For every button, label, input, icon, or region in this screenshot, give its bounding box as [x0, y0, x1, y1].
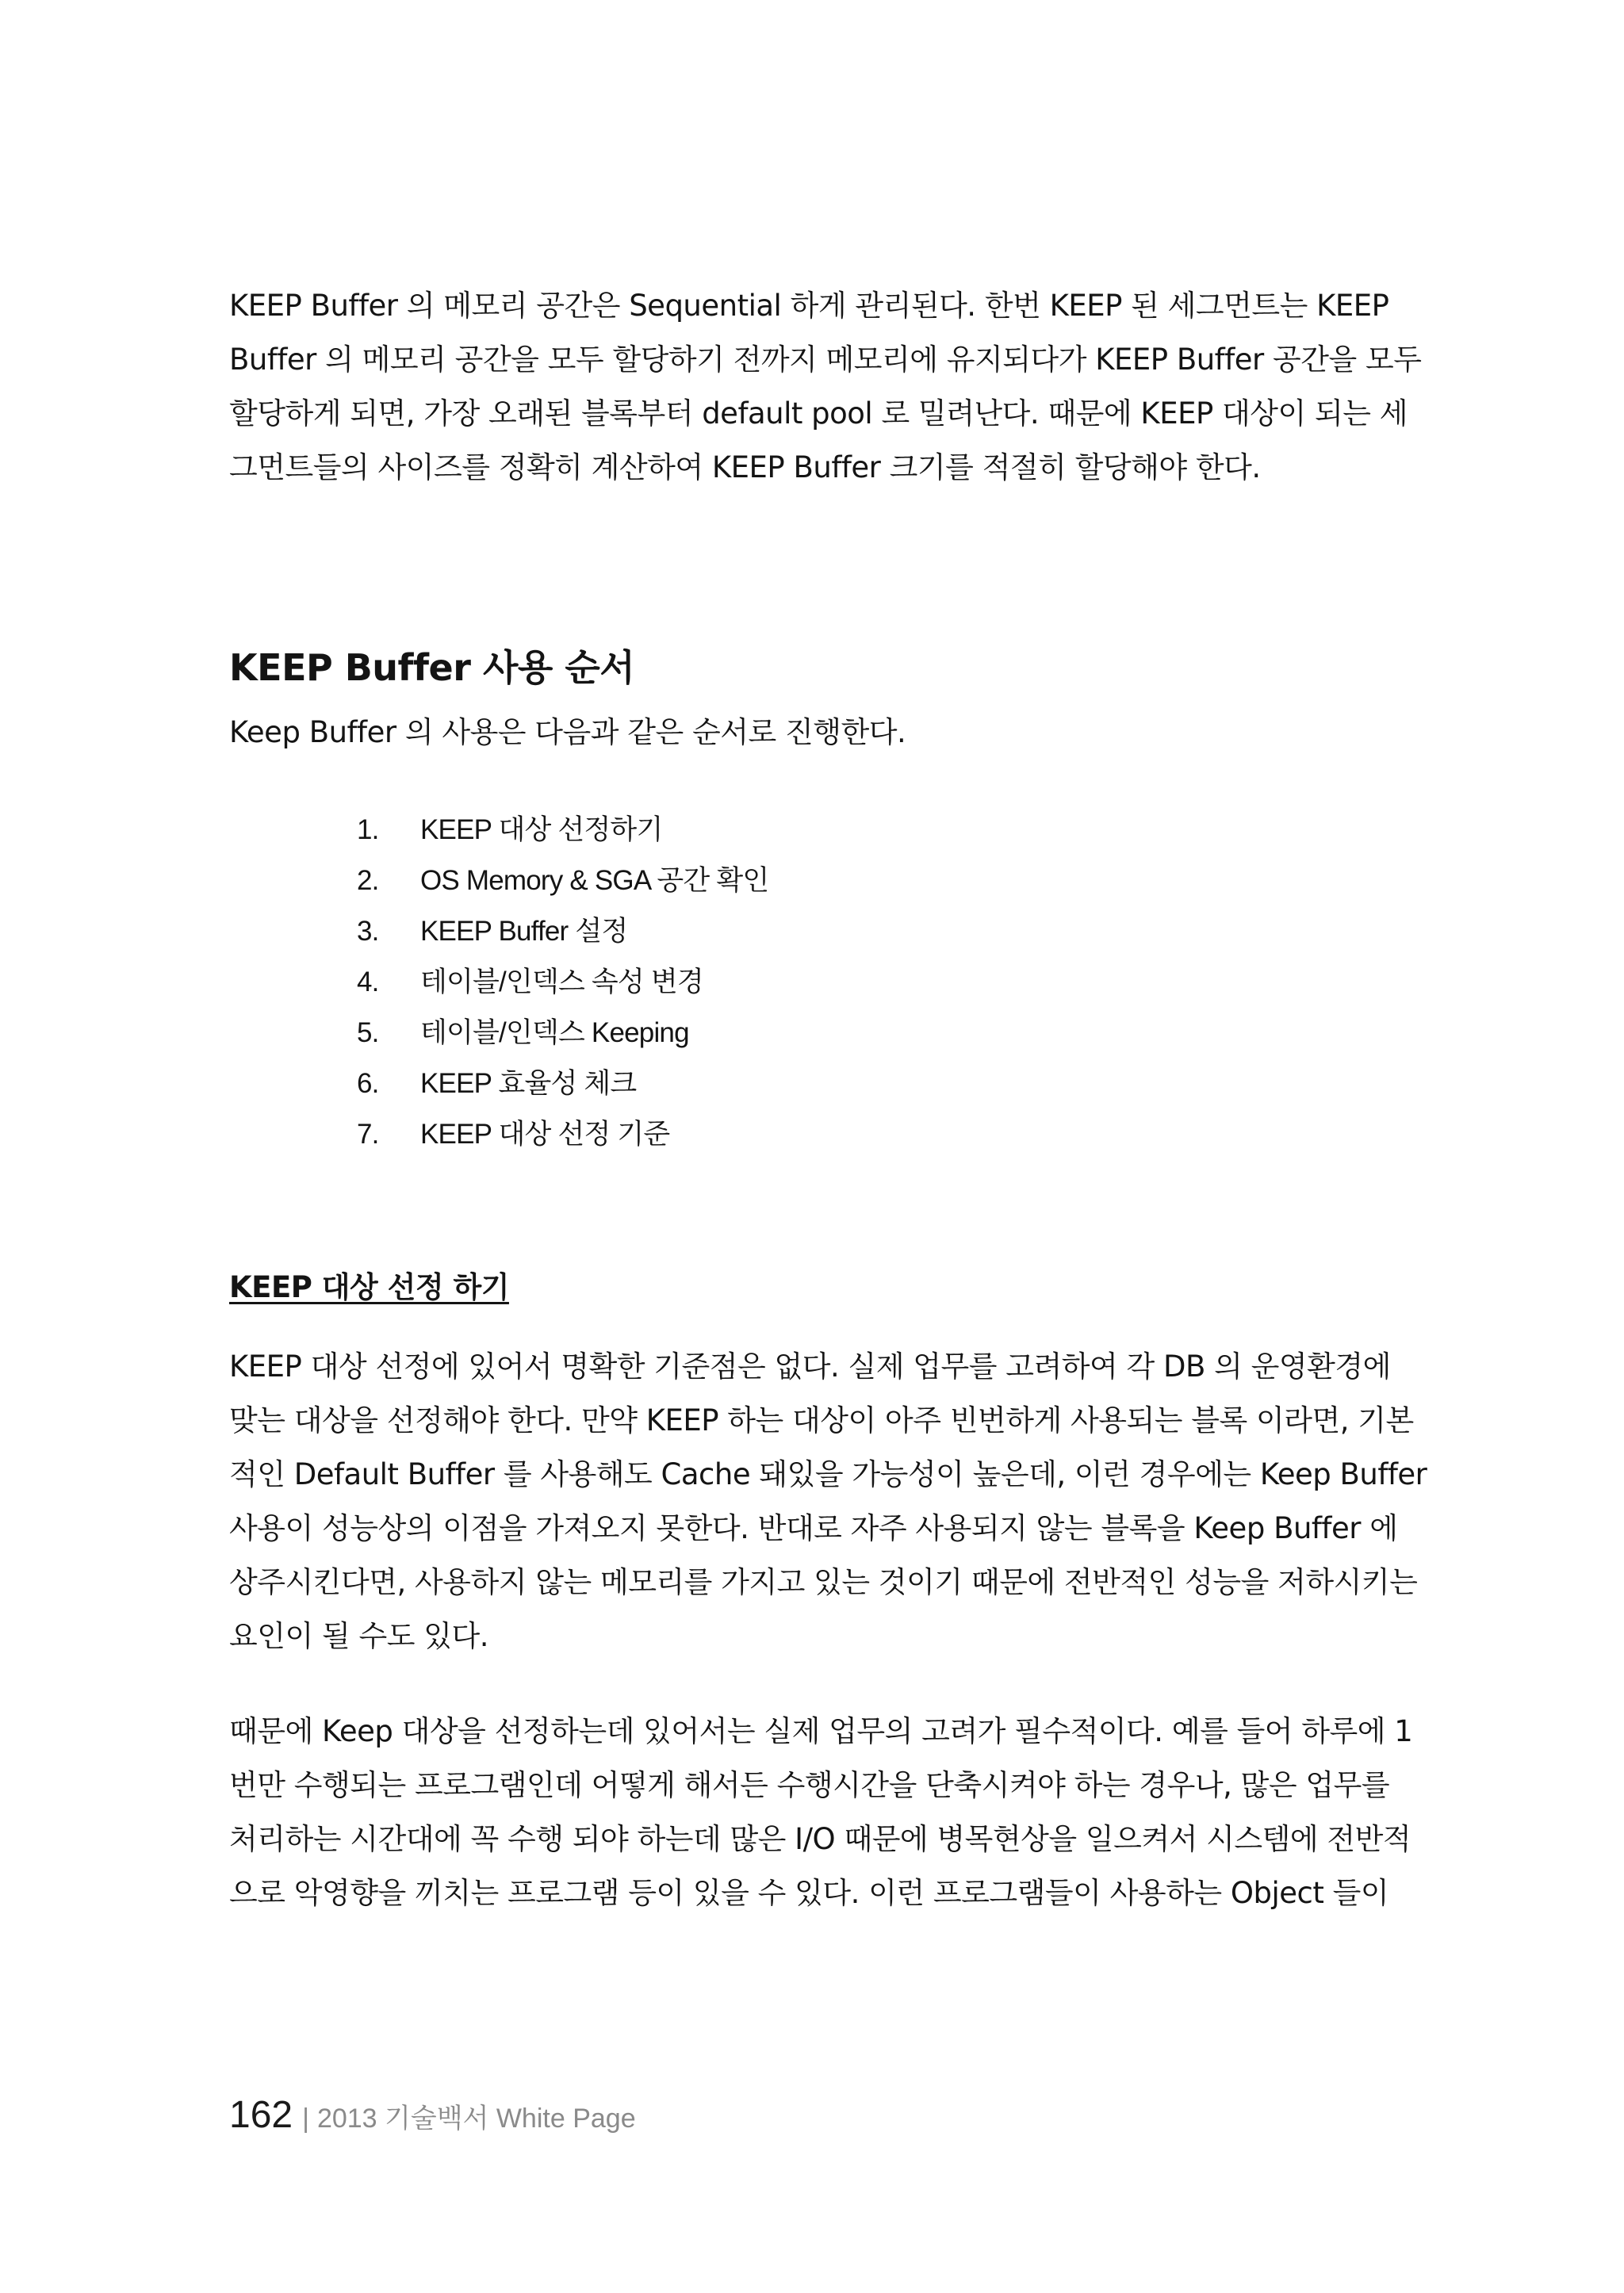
list-item-text: OS Memory & SGA 공간 확인: [420, 865, 769, 896]
list-item-text: KEEP 대상 선정하기: [420, 814, 663, 845]
text-line: KEEP Buffer 의 메모리 공간은 Sequential 하게 관리된다. 한번 KEEP 된 세그먼트는 KEEP: [229, 289, 1389, 323]
text-line: KEEP 대상 선정에 있어서 명확한 기준점은 없다. 실제 업무를 고려하여 각 DB 의 운영환경에: [229, 1349, 1391, 1384]
list-item-number: 5.: [357, 1017, 379, 1048]
list-item: [357, 1008, 768, 1058]
text-line: Keep Buffer 의 사용은 다음과 같은 순서로 진행한다.: [229, 715, 906, 749]
list-item-text: KEEP 효율성 체크: [420, 1068, 637, 1099]
paragraph-selection-criteria: [229, 1340, 1427, 1663]
list-item-text: 테이블/인덱스 속성 변경: [420, 967, 703, 997]
section-heading: KEEP Buffer 사용 순서: [229, 646, 635, 689]
text-line: 요인이 될 수도 있다.: [229, 1619, 488, 1653]
list-item: [357, 856, 768, 906]
text-line: 사용이 성능상의 이점을 가져오지 못한다. 반대로 자주 사용되지 않는 블록을 Keep Buffer 에: [229, 1511, 1398, 1545]
text-line: 할당하게 되면, 가장 오래된 블록부터 default pool 로 밀려난다. 때문에 KEEP 대상이 되는 세: [229, 396, 1408, 431]
list-item: [357, 805, 768, 856]
list-item: [357, 1058, 768, 1109]
list-item-text: 테이블/인덱스 Keeping: [420, 1017, 689, 1048]
paragraph-keep-buffer-memory: [229, 279, 1422, 495]
list-item-number: 2.: [357, 865, 379, 896]
list-item-number: 1.: [357, 814, 379, 845]
list-item-number: 3.: [357, 916, 379, 947]
list-item: [357, 957, 768, 1008]
page-number: 162: [229, 2094, 293, 2136]
text-line: 으로 악영향을 끼치는 프로그램 등이 있을 수 있다. 이런 프로그램들이 사용하는 Object 들이: [229, 1876, 1389, 1910]
text-line: 적인 Default Buffer 를 사용해도 Cache 돼있을 가능성이 높은데, 이런 경우에는 Keep Buffer: [229, 1457, 1427, 1491]
text-line: 번만 수행되는 프로그램인데 어떻게 해서든 수행시간을 단축시켜야 하는 경우나, 많은 업무를: [229, 1768, 1390, 1802]
list-item: [357, 1109, 768, 1160]
paragraph-business-consideration: [229, 1705, 1419, 1920]
list-item-text: KEEP 대상 선정 기준: [420, 1119, 670, 1150]
list-item-number: 4.: [357, 967, 379, 997]
text-line: 처리하는 시간대에 꼭 수행 되야 하는데 많은 I/O 때문에 병목현상을 일으켜서 시스템에 전반적: [229, 1822, 1411, 1856]
list-item-text: KEEP Buffer 설정: [420, 916, 628, 947]
subsection-heading: KEEP 대상 선정 하기: [229, 1270, 509, 1304]
list-item: [357, 906, 768, 957]
text-line: 때문에 Keep 대상을 선정하는데 있어서는 실제 업무의 고려가 필수적이다. 예를 들어 하루에 1: [229, 1714, 1413, 1748]
footer-separator: |: [302, 2104, 309, 2134]
text-line: 그먼트들의 사이즈를 정확히 계산하여 KEEP Buffer 크기를 적절히 할당해야 한다.: [229, 450, 1261, 484]
paragraph-intro: [229, 706, 1419, 760]
text-line: Buffer 의 메모리 공간을 모두 할당하기 전까지 메모리에 유지되다가 KEEP Buffer 공간을 모두: [229, 343, 1422, 377]
footer-label: 2013 기술백서 White Page: [316, 2104, 636, 2134]
page-footer: [229, 2093, 636, 2137]
text-line: 상주시킨다면, 사용하지 않는 메모리를 가지고 있는 것이기 때문에 전반적인 성능을 저하시키는: [229, 1565, 1418, 1599]
list-item-number: 7.: [357, 1119, 379, 1150]
steps-list: [357, 805, 768, 1160]
list-item-number: 6.: [357, 1068, 379, 1099]
text-line: 맞는 대상을 선정해야 한다. 만약 KEEP 하는 대상이 아주 빈번하게 사용되는 블록 이라면, 기본: [229, 1403, 1414, 1437]
